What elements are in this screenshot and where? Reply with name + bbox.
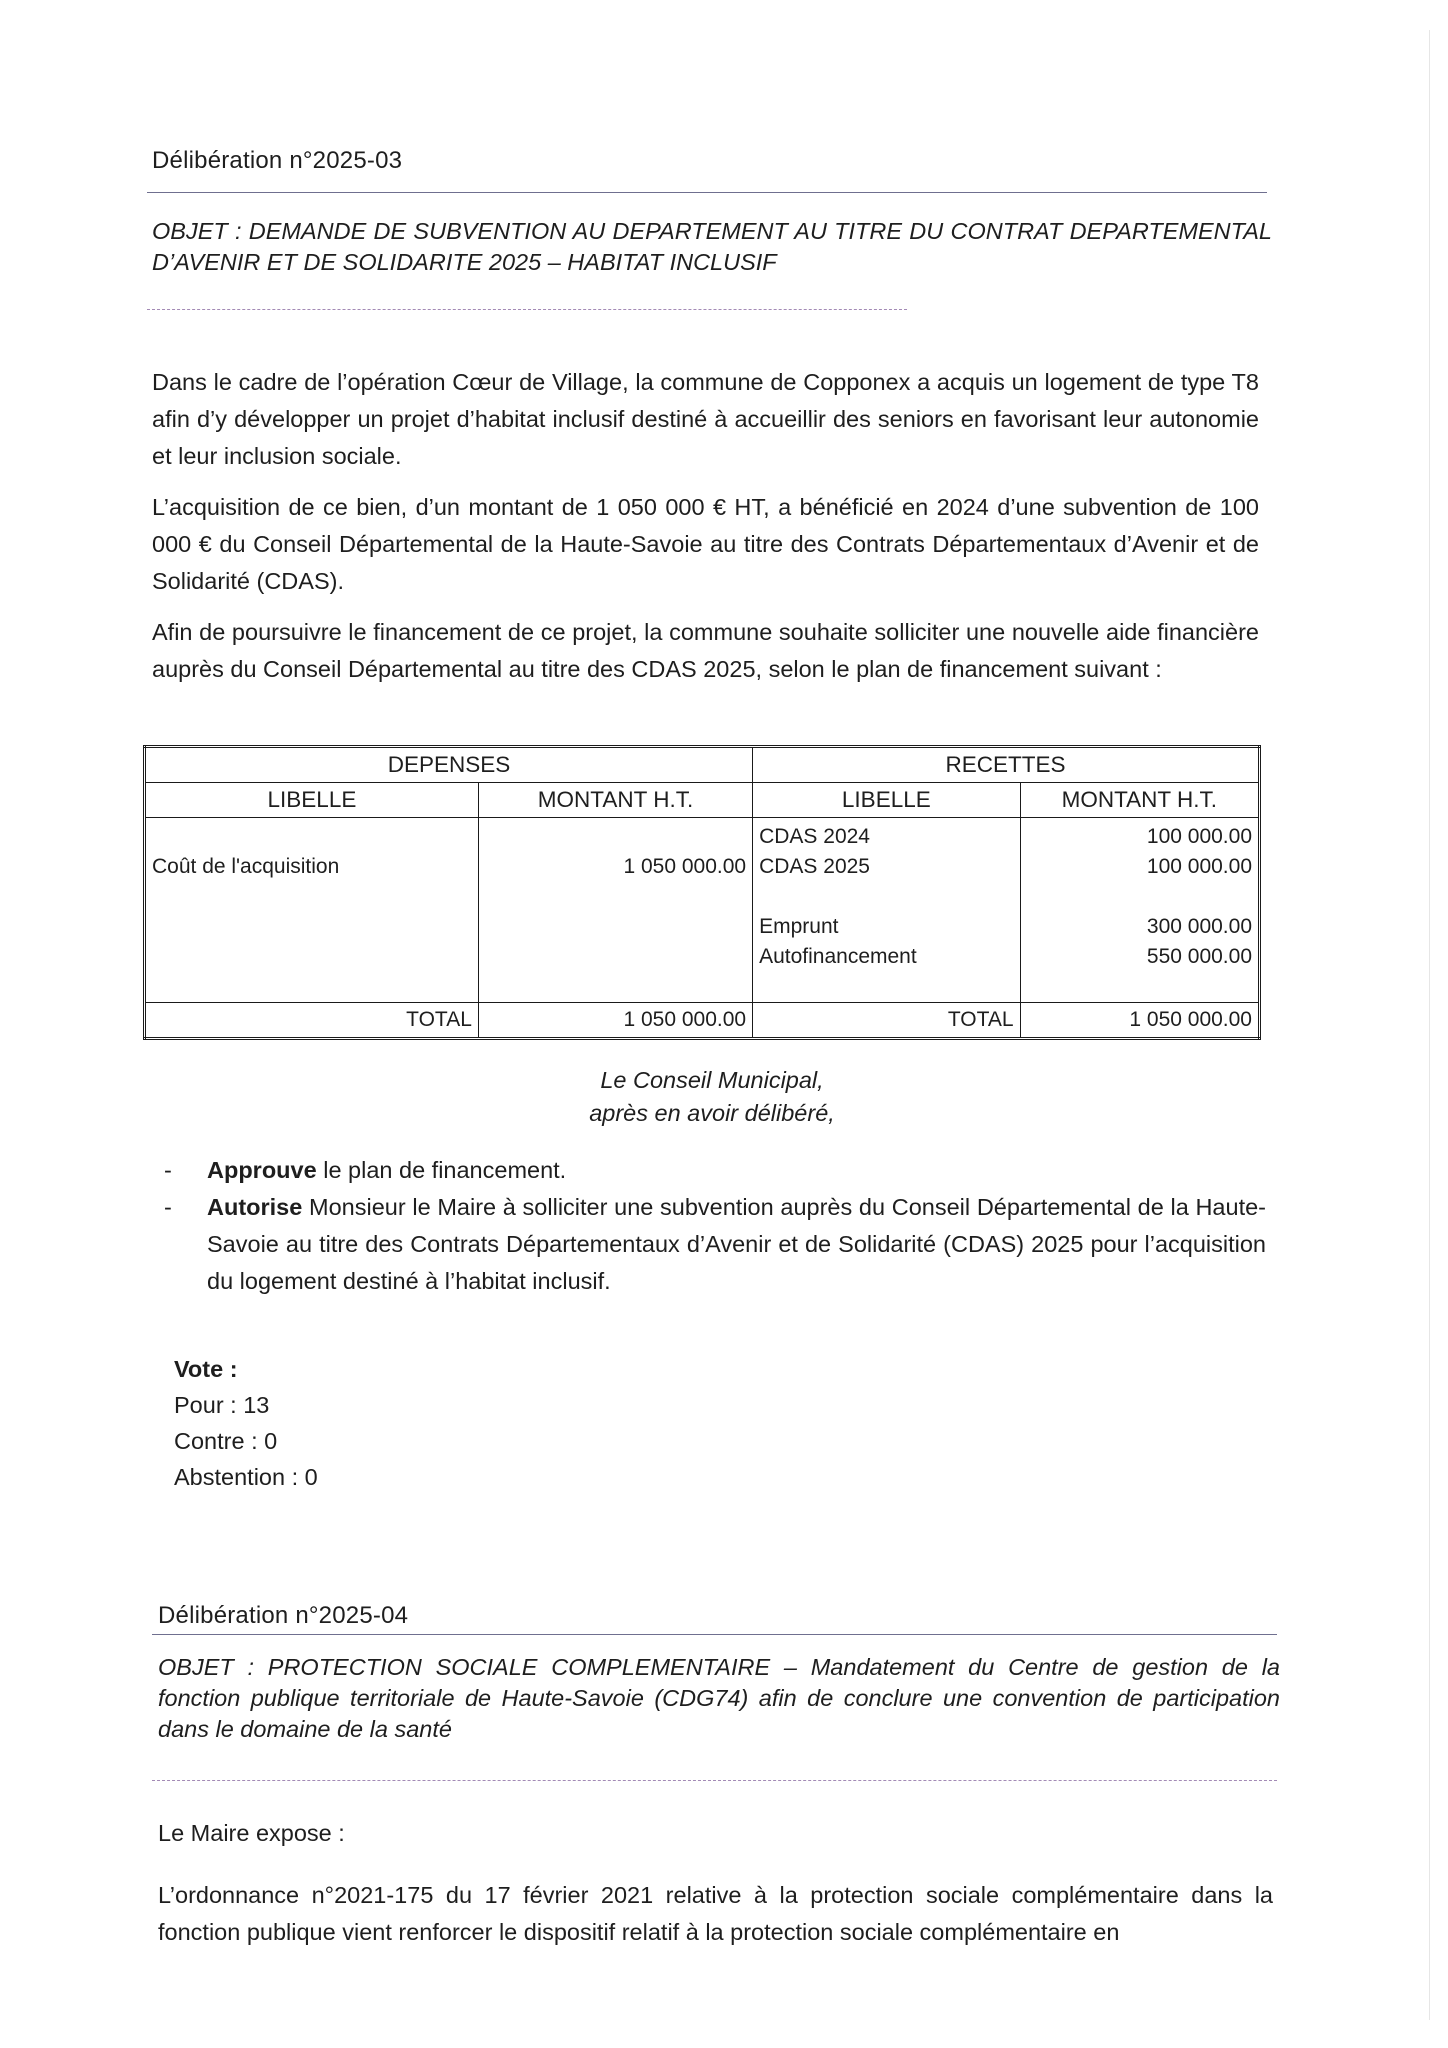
recettes-total: 1 050 000.00 [1020, 1003, 1259, 1039]
recettes-libelle-cell [753, 818, 1020, 1003]
recette-montant: 100 000.00 [1146, 825, 1252, 848]
paragraph: Dans le cadre de l’opération Cœur de Village, la commune de Copponex a acquis un logement de type T8 afin d’y développer un projet d’habitat inclusif destiné à accueillir des seniors en favorisant leur autonomie et leur inclusion sociale. [152, 369, 1259, 469]
vote-pour: Pour : 13 [174, 1392, 270, 1418]
paragraph: L’ordonnance n°2021-175 du 17 février 2021 relative à la protection sociale complémentaire dans la fonction publique vient renforcer le dispositif relatif à la protection sociale complémentaire en [158, 1882, 1273, 1945]
libelle-header: LIBELLE [753, 783, 1020, 818]
council-line: après en avoir délibéré, [589, 1100, 835, 1126]
montant-header: MONTANT H.T. [1020, 783, 1259, 818]
scan-edge-line [1429, 30, 1430, 2020]
vote-title: Vote : [174, 1356, 238, 1382]
divider [147, 309, 907, 310]
total-label: TOTAL [145, 1003, 479, 1039]
decision-text: Monsieur le Maire à solliciter une subvention auprès du Conseil Départemental de la Haute-Savoie au titre des Contrats Départementaux d’Avenir et de Solidarité (CDAS) 2025 pour l’acquisition du logement destiné à l’habitat inclusif. [207, 1194, 1266, 1294]
recettes-header: RECETTES [753, 747, 1260, 783]
council-line: Le Conseil Municipal, [600, 1067, 824, 1093]
vote-abstention: Abstention : 0 [174, 1464, 318, 1490]
decision-verb: Approuve [207, 1157, 317, 1183]
deliberation-object: OBJET : PROTECTION SOCIALE COMPLEMENTAIRE – Mandatement du Centre de gestion de la fonction publique territoriale de Haute-Savoie (CDG74) afin de conclure une convention de participation dans le domaine de la santé [158, 1654, 1280, 1742]
financing-plan-table [143, 745, 1261, 1040]
recettes-montant-cell [1020, 818, 1259, 1003]
recette-libelle: CDAS 2025 [759, 855, 870, 878]
recette-montant: 100 000.00 [1146, 855, 1252, 878]
decision-verb: Autorise [207, 1194, 303, 1220]
intro-text: Le Maire expose : [158, 1820, 345, 1846]
decision-text: le plan de financement. [316, 1157, 567, 1183]
recette-libelle: Autofinancement [759, 945, 917, 968]
divider [152, 1634, 1277, 1635]
deliberation-body [152, 364, 1259, 688]
deliberation-number: Délibération n°2025-03 [152, 147, 403, 174]
divider [147, 192, 1267, 193]
depenses-total: 1 050 000.00 [478, 1003, 752, 1039]
depenses-montant-cell [478, 818, 752, 1003]
vote-contre: Contre : 0 [174, 1428, 278, 1454]
vote-block [174, 1351, 318, 1495]
deliberation-object: OBJET : DEMANDE DE SUBVENTION AU DEPARTEMENT AU TITRE DU CONTRAT DEPARTEMENTAL D’AVENIR ET DE SOLIDARITE 2025 – HABITAT INCLUSIF [152, 218, 1272, 275]
deliberation-number: Délibération n°2025-04 [158, 1602, 409, 1629]
depense-montant: 1 050 000.00 [623, 855, 747, 878]
recette-montant: 550 000.00 [1146, 945, 1252, 968]
montant-header: MONTANT H.T. [478, 783, 752, 818]
recette-montant: 300 000.00 [1146, 915, 1252, 938]
total-label: TOTAL [753, 1003, 1020, 1039]
council-statement [452, 1064, 972, 1130]
recette-libelle: Emprunt [759, 915, 839, 938]
divider [152, 1780, 1277, 1781]
depenses-libelle-cell [145, 818, 479, 1003]
decision-item [162, 1152, 1266, 1189]
depenses-header: DEPENSES [145, 747, 753, 783]
paragraph: L’acquisition de ce bien, d’un montant de 1 050 000 € HT, a bénéficié en 2024 d’une subvention de 100 000 € du Conseil Départemental de la Haute-Savoie au titre des Contrats Départementaux d’Avenir et de Solidarité (CDAS). [152, 494, 1259, 594]
recette-libelle: CDAS 2024 [759, 825, 870, 848]
paragraph: Afin de poursuivre le financement de ce projet, la commune souhaite solliciter une nouvelle aide financière auprès du Conseil Départemental au titre des CDAS 2025, selon le plan de financement suivant : [152, 619, 1259, 682]
decision-list [162, 1152, 1266, 1300]
decision-item [162, 1189, 1266, 1300]
libelle-header: LIBELLE [145, 783, 479, 818]
depense-libelle: Coût de l'acquisition [152, 855, 340, 878]
